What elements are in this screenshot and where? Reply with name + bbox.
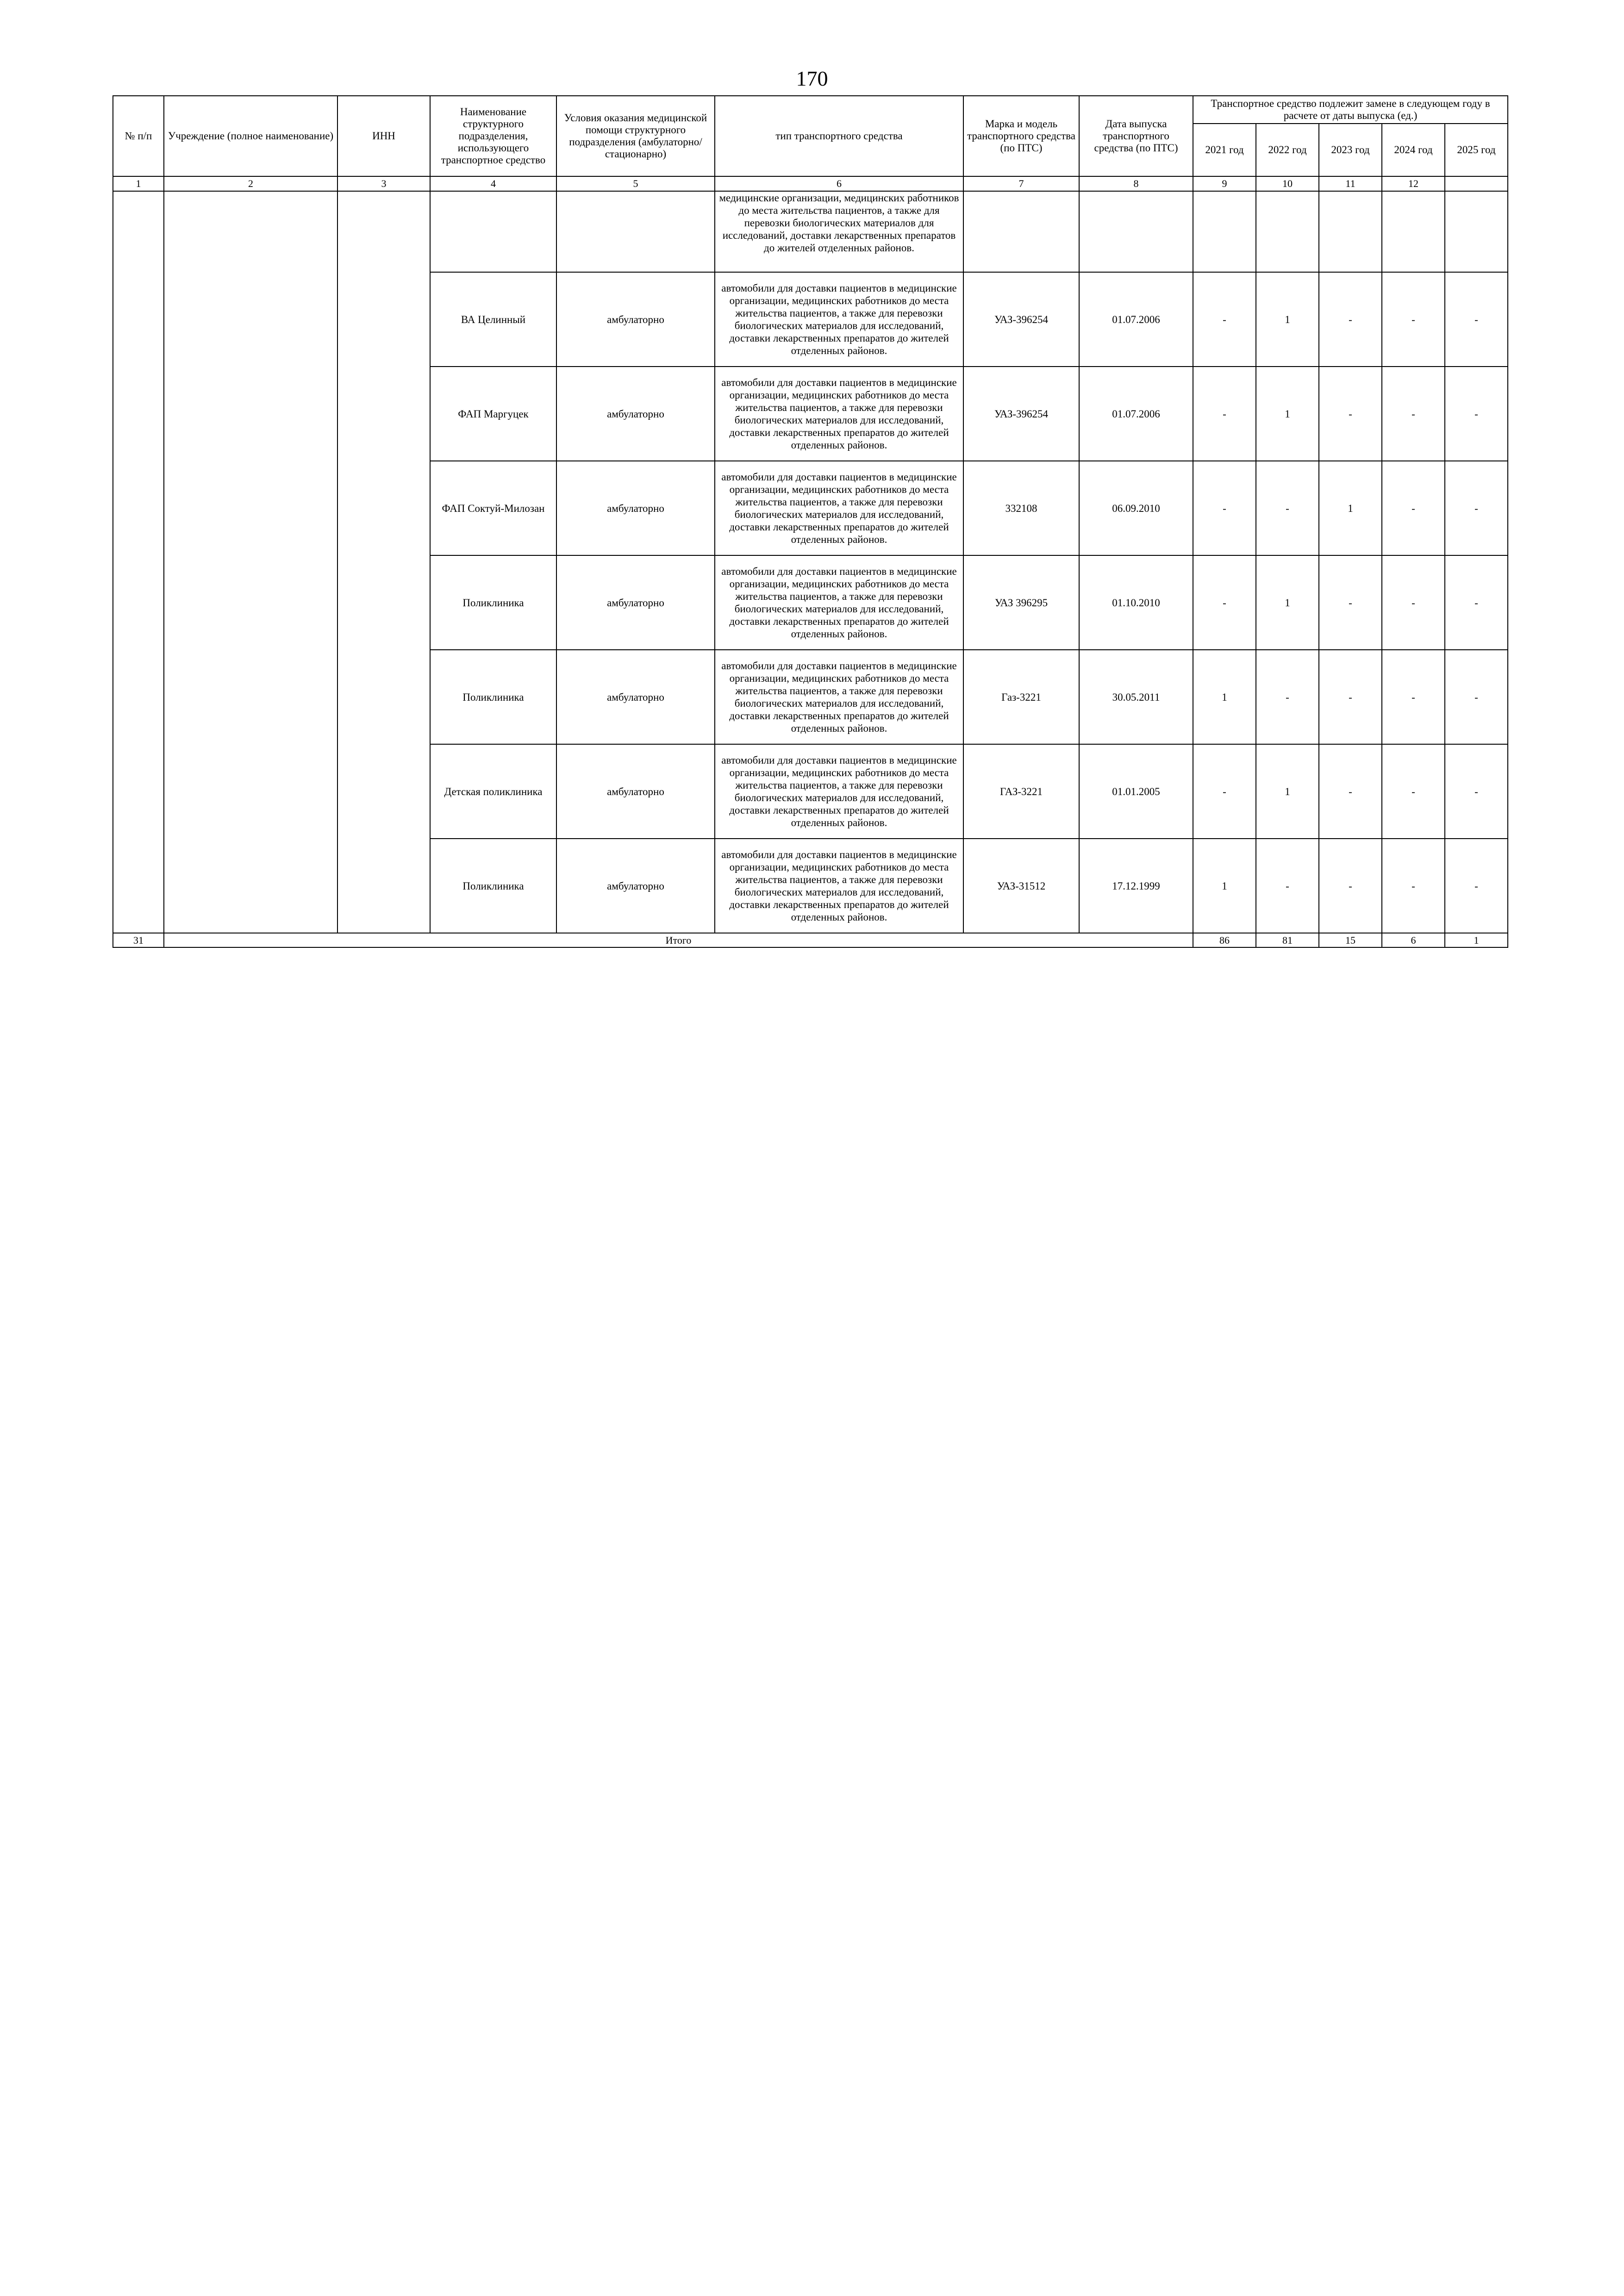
vehicle-type-cell: автомобили для доставки пациентов в медицинские организации, медицинских работников до места жительства пациентов, а также для перевозки биологических материалов для исследований, доставки лекарственных препаратов до жителей отделенных районов. <box>715 461 963 555</box>
subdivision-cell: Поликлиника <box>430 839 556 933</box>
conditions-cell: амбулаторно <box>556 272 715 367</box>
conditions-cell <box>556 191 715 272</box>
model-cell: 332108 <box>963 461 1079 555</box>
year-2023-cell: 1 <box>1319 461 1382 555</box>
column-number: 7 <box>963 176 1079 191</box>
conditions-cell: амбулаторно <box>556 461 715 555</box>
total-row <box>113 933 1508 947</box>
model-cell: Газ-3221 <box>963 650 1079 744</box>
model-cell: УАЗ-396254 <box>963 272 1079 367</box>
date-cell: 06.09.2010 <box>1079 461 1193 555</box>
table-row-continued <box>113 191 1508 272</box>
column-number: 8 <box>1079 176 1193 191</box>
conditions-cell: амбулаторно <box>556 650 715 744</box>
column-number: 10 <box>1256 176 1319 191</box>
date-cell: 17.12.1999 <box>1079 839 1193 933</box>
year-2021-cell: - <box>1193 461 1256 555</box>
year-2022-cell: - <box>1256 650 1319 744</box>
year-2022-cell: 1 <box>1256 367 1319 461</box>
vehicle-type-cell: автомобили для доставки пациентов в медицинские организации, медицинских работников до места жительства пациентов, а также для перевозки биологических материалов для исследований, доставки лекарственных препаратов до жителей отделенных районов. <box>715 272 963 367</box>
vehicle-type-cell: медицинские организации, медицинских работников до места жительства пациентов, а также для перевозки биологических материалов для исследований, доставки лекарственных препаратов до жителей отделенных районов. <box>715 191 963 272</box>
year-2021-cell: - <box>1193 555 1256 650</box>
model-cell <box>963 191 1079 272</box>
year-2024-cell: - <box>1382 744 1445 839</box>
column-number <box>1445 176 1508 191</box>
year-2021-cell: 1 <box>1193 839 1256 933</box>
year-2023-cell: - <box>1319 839 1382 933</box>
year-2024-cell: - <box>1382 839 1445 933</box>
column-number: 4 <box>430 176 556 191</box>
total-num-cell: 31 <box>113 933 164 947</box>
subdivision-cell: ФАП Маргуцек <box>430 367 556 461</box>
header-replacement-group: Транспортное средство подлежит замене в следующем году в расчете от даты выпуска (ед.) <box>1193 96 1508 124</box>
date-cell: 30.05.2011 <box>1079 650 1193 744</box>
year-2025-cell: - <box>1445 744 1508 839</box>
vehicle-type-cell: автомобили для доставки пациентов в медицинские организации, медицинских работников до места жительства пациентов, а также для перевозки биологических материалов для исследований, доставки лекарственных препаратов до жителей отделенных районов. <box>715 555 963 650</box>
total-2025-cell: 1 <box>1445 933 1508 947</box>
year-cell <box>1445 191 1508 272</box>
header-subdivision: Наименование структурного подразделения, использующего транспортное средство <box>430 96 556 176</box>
year-2022-cell: - <box>1256 839 1319 933</box>
vehicle-type-cell: автомобили для доставки пациентов в медицинские организации, медицинских работников до места жительства пациентов, а также для перевозки биологических материалов для исследований, доставки лекарственных препаратов до жителей отделенных районов. <box>715 650 963 744</box>
year-2025-cell: - <box>1445 650 1508 744</box>
year-2022-cell: 1 <box>1256 744 1319 839</box>
total-2021-cell: 86 <box>1193 933 1256 947</box>
year-cell <box>1319 191 1382 272</box>
total-2023-cell: 15 <box>1319 933 1382 947</box>
date-cell: 01.01.2005 <box>1079 744 1193 839</box>
column-number: 9 <box>1193 176 1256 191</box>
institution-cell-empty <box>164 191 337 933</box>
header-institution: Учреждение (полное наименование) <box>164 96 337 176</box>
num-cell-empty <box>113 191 164 933</box>
subdivision-cell <box>430 191 556 272</box>
model-cell: ГАЗ-3221 <box>963 744 1079 839</box>
inn-cell-empty <box>337 191 430 933</box>
year-2021-cell: 1 <box>1193 650 1256 744</box>
year-2024-cell: - <box>1382 367 1445 461</box>
year-2021-cell: - <box>1193 744 1256 839</box>
vehicle-type-cell: автомобили для доставки пациентов в медицинские организации, медицинских работников до места жительства пациентов, а также для перевозки биологических материалов для исследований, доставки лекарственных препаратов до жителей отделенных районов. <box>715 839 963 933</box>
column-number: 11 <box>1319 176 1382 191</box>
year-2024-cell: - <box>1382 650 1445 744</box>
year-2022-cell: - <box>1256 461 1319 555</box>
year-cell <box>1382 191 1445 272</box>
year-cell <box>1193 191 1256 272</box>
year-2022-cell: 1 <box>1256 555 1319 650</box>
column-number: 12 <box>1382 176 1445 191</box>
conditions-cell: амбулаторно <box>556 555 715 650</box>
year-2022-cell: 1 <box>1256 272 1319 367</box>
model-cell: УАЗ 396295 <box>963 555 1079 650</box>
total-label: Итого <box>164 933 1193 947</box>
year-2024-cell: - <box>1382 555 1445 650</box>
column-number: 6 <box>715 176 963 191</box>
subdivision-cell: Детская поликлиника <box>430 744 556 839</box>
column-number: 5 <box>556 176 715 191</box>
conditions-cell: амбулаторно <box>556 744 715 839</box>
total-2024-cell: 6 <box>1382 933 1445 947</box>
header-brand-model: Марка и модель транспортного средства (по ПТС) <box>963 96 1079 176</box>
model-cell: УАЗ-396254 <box>963 367 1079 461</box>
year-2021-cell: - <box>1193 272 1256 367</box>
year-2023-cell: - <box>1319 555 1382 650</box>
year-2023-cell: - <box>1319 744 1382 839</box>
model-cell: УАЗ-31512 <box>963 839 1079 933</box>
date-cell: 01.10.2010 <box>1079 555 1193 650</box>
year-2025-cell: - <box>1445 461 1508 555</box>
date-cell: 01.07.2006 <box>1079 272 1193 367</box>
header-year-2022: 2022 год <box>1256 124 1319 176</box>
header-year-2024: 2024 год <box>1382 124 1445 176</box>
year-2025-cell: - <box>1445 839 1508 933</box>
vehicle-type-cell: автомобили для доставки пациентов в медицинские организации, медицинских работников до места жительства пациентов, а также для перевозки биологических материалов для исследований, доставки лекарственных препаратов до жителей отделенных районов. <box>715 367 963 461</box>
header-release-date: Дата выпуска транспортного средства (по ПТС) <box>1079 96 1193 176</box>
column-number: 3 <box>337 176 430 191</box>
header-inn: ИНН <box>337 96 430 176</box>
column-number: 1 <box>113 176 164 191</box>
year-2023-cell: - <box>1319 367 1382 461</box>
vehicle-replacement-table <box>112 95 1508 948</box>
column-number-row <box>113 176 1508 191</box>
date-cell: 01.07.2006 <box>1079 367 1193 461</box>
year-2023-cell: - <box>1319 650 1382 744</box>
year-2025-cell: - <box>1445 367 1508 461</box>
year-cell <box>1256 191 1319 272</box>
vehicle-type-cell: автомобили для доставки пациентов в медицинские организации, медицинских работников до места жительства пациентов, а также для перевозки биологических материалов для исследований, доставки лекарственных препаратов до жителей отделенных районов. <box>715 744 963 839</box>
header-year-2025: 2025 год <box>1445 124 1508 176</box>
subdivision-cell: ВА Целинный <box>430 272 556 367</box>
header-conditions: Условия оказания медицинской помощи структурного подразделения (амбулаторно/стационарно) <box>556 96 715 176</box>
year-2024-cell: - <box>1382 461 1445 555</box>
header-year-2021: 2021 год <box>1193 124 1256 176</box>
year-2023-cell: - <box>1319 272 1382 367</box>
conditions-cell: амбулаторно <box>556 367 715 461</box>
year-2021-cell: - <box>1193 367 1256 461</box>
subdivision-cell: Поликлиника <box>430 555 556 650</box>
subdivision-cell: Поликлиника <box>430 650 556 744</box>
total-2022-cell: 81 <box>1256 933 1319 947</box>
header-vehicle-type: тип транспортного средства <box>715 96 963 176</box>
page-number: 170 <box>796 67 828 90</box>
year-2025-cell: - <box>1445 272 1508 367</box>
date-cell <box>1079 191 1193 272</box>
year-2024-cell: - <box>1382 272 1445 367</box>
column-number: 2 <box>164 176 337 191</box>
header-year-2023: 2023 год <box>1319 124 1382 176</box>
conditions-cell: амбулаторно <box>556 839 715 933</box>
subdivision-cell: ФАП Соктуй-Милозан <box>430 461 556 555</box>
header-num: № п/п <box>113 96 164 176</box>
year-2025-cell: - <box>1445 555 1508 650</box>
